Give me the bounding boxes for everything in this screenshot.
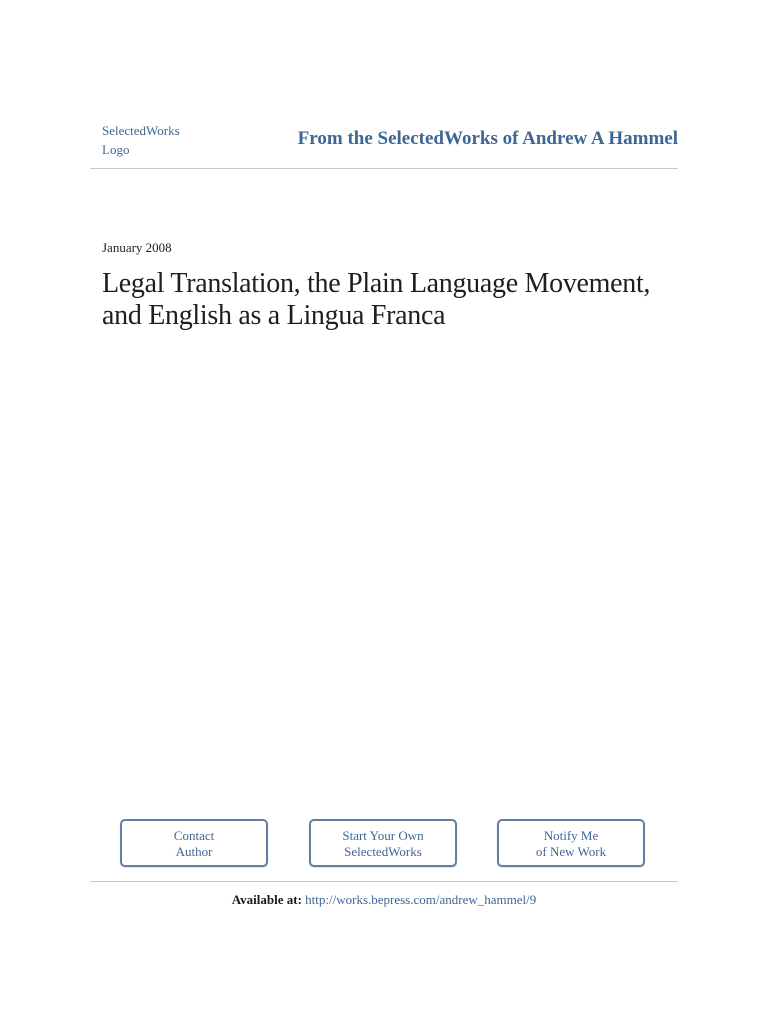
start-selectedworks-label-line2: SelectedWorks bbox=[344, 843, 422, 859]
publication-date: January 2008 bbox=[102, 240, 172, 255]
available-at bbox=[0, 892, 768, 908]
logo-alt-line2: Logo bbox=[102, 142, 130, 157]
selectedworks-logo[interactable] bbox=[102, 121, 222, 159]
contact-author-button[interactable] bbox=[120, 819, 268, 867]
notify-me-button[interactable] bbox=[497, 819, 645, 867]
start-selectedworks-label-line1: Start Your Own bbox=[342, 827, 424, 843]
contact-author-label-line2: Author bbox=[175, 843, 213, 859]
footer-divider bbox=[90, 881, 678, 882]
notify-me-label-line1: Notify Me bbox=[543, 827, 599, 843]
document-title-line1: Legal Translation, the Plain Language Movement, bbox=[102, 268, 651, 299]
available-at-label: Available at: bbox=[231, 892, 302, 907]
header bbox=[90, 118, 678, 169]
contact-author-label-line1: Contact bbox=[173, 827, 215, 843]
logo-alt-line1: SelectedWorks bbox=[102, 123, 180, 138]
work-url-link[interactable]: http://works.bepress.com/andrew_hammel/9 bbox=[305, 892, 537, 907]
header-title[interactable]: From the SelectedWorks of Andrew A Hammel bbox=[297, 128, 678, 149]
start-selectedworks-button[interactable] bbox=[309, 819, 457, 867]
document-title-line2: and English as a Lingua Franca bbox=[102, 300, 446, 331]
action-buttons bbox=[120, 819, 648, 869]
document-title bbox=[102, 268, 682, 332]
notify-me-label-line2: of New Work bbox=[535, 843, 607, 859]
